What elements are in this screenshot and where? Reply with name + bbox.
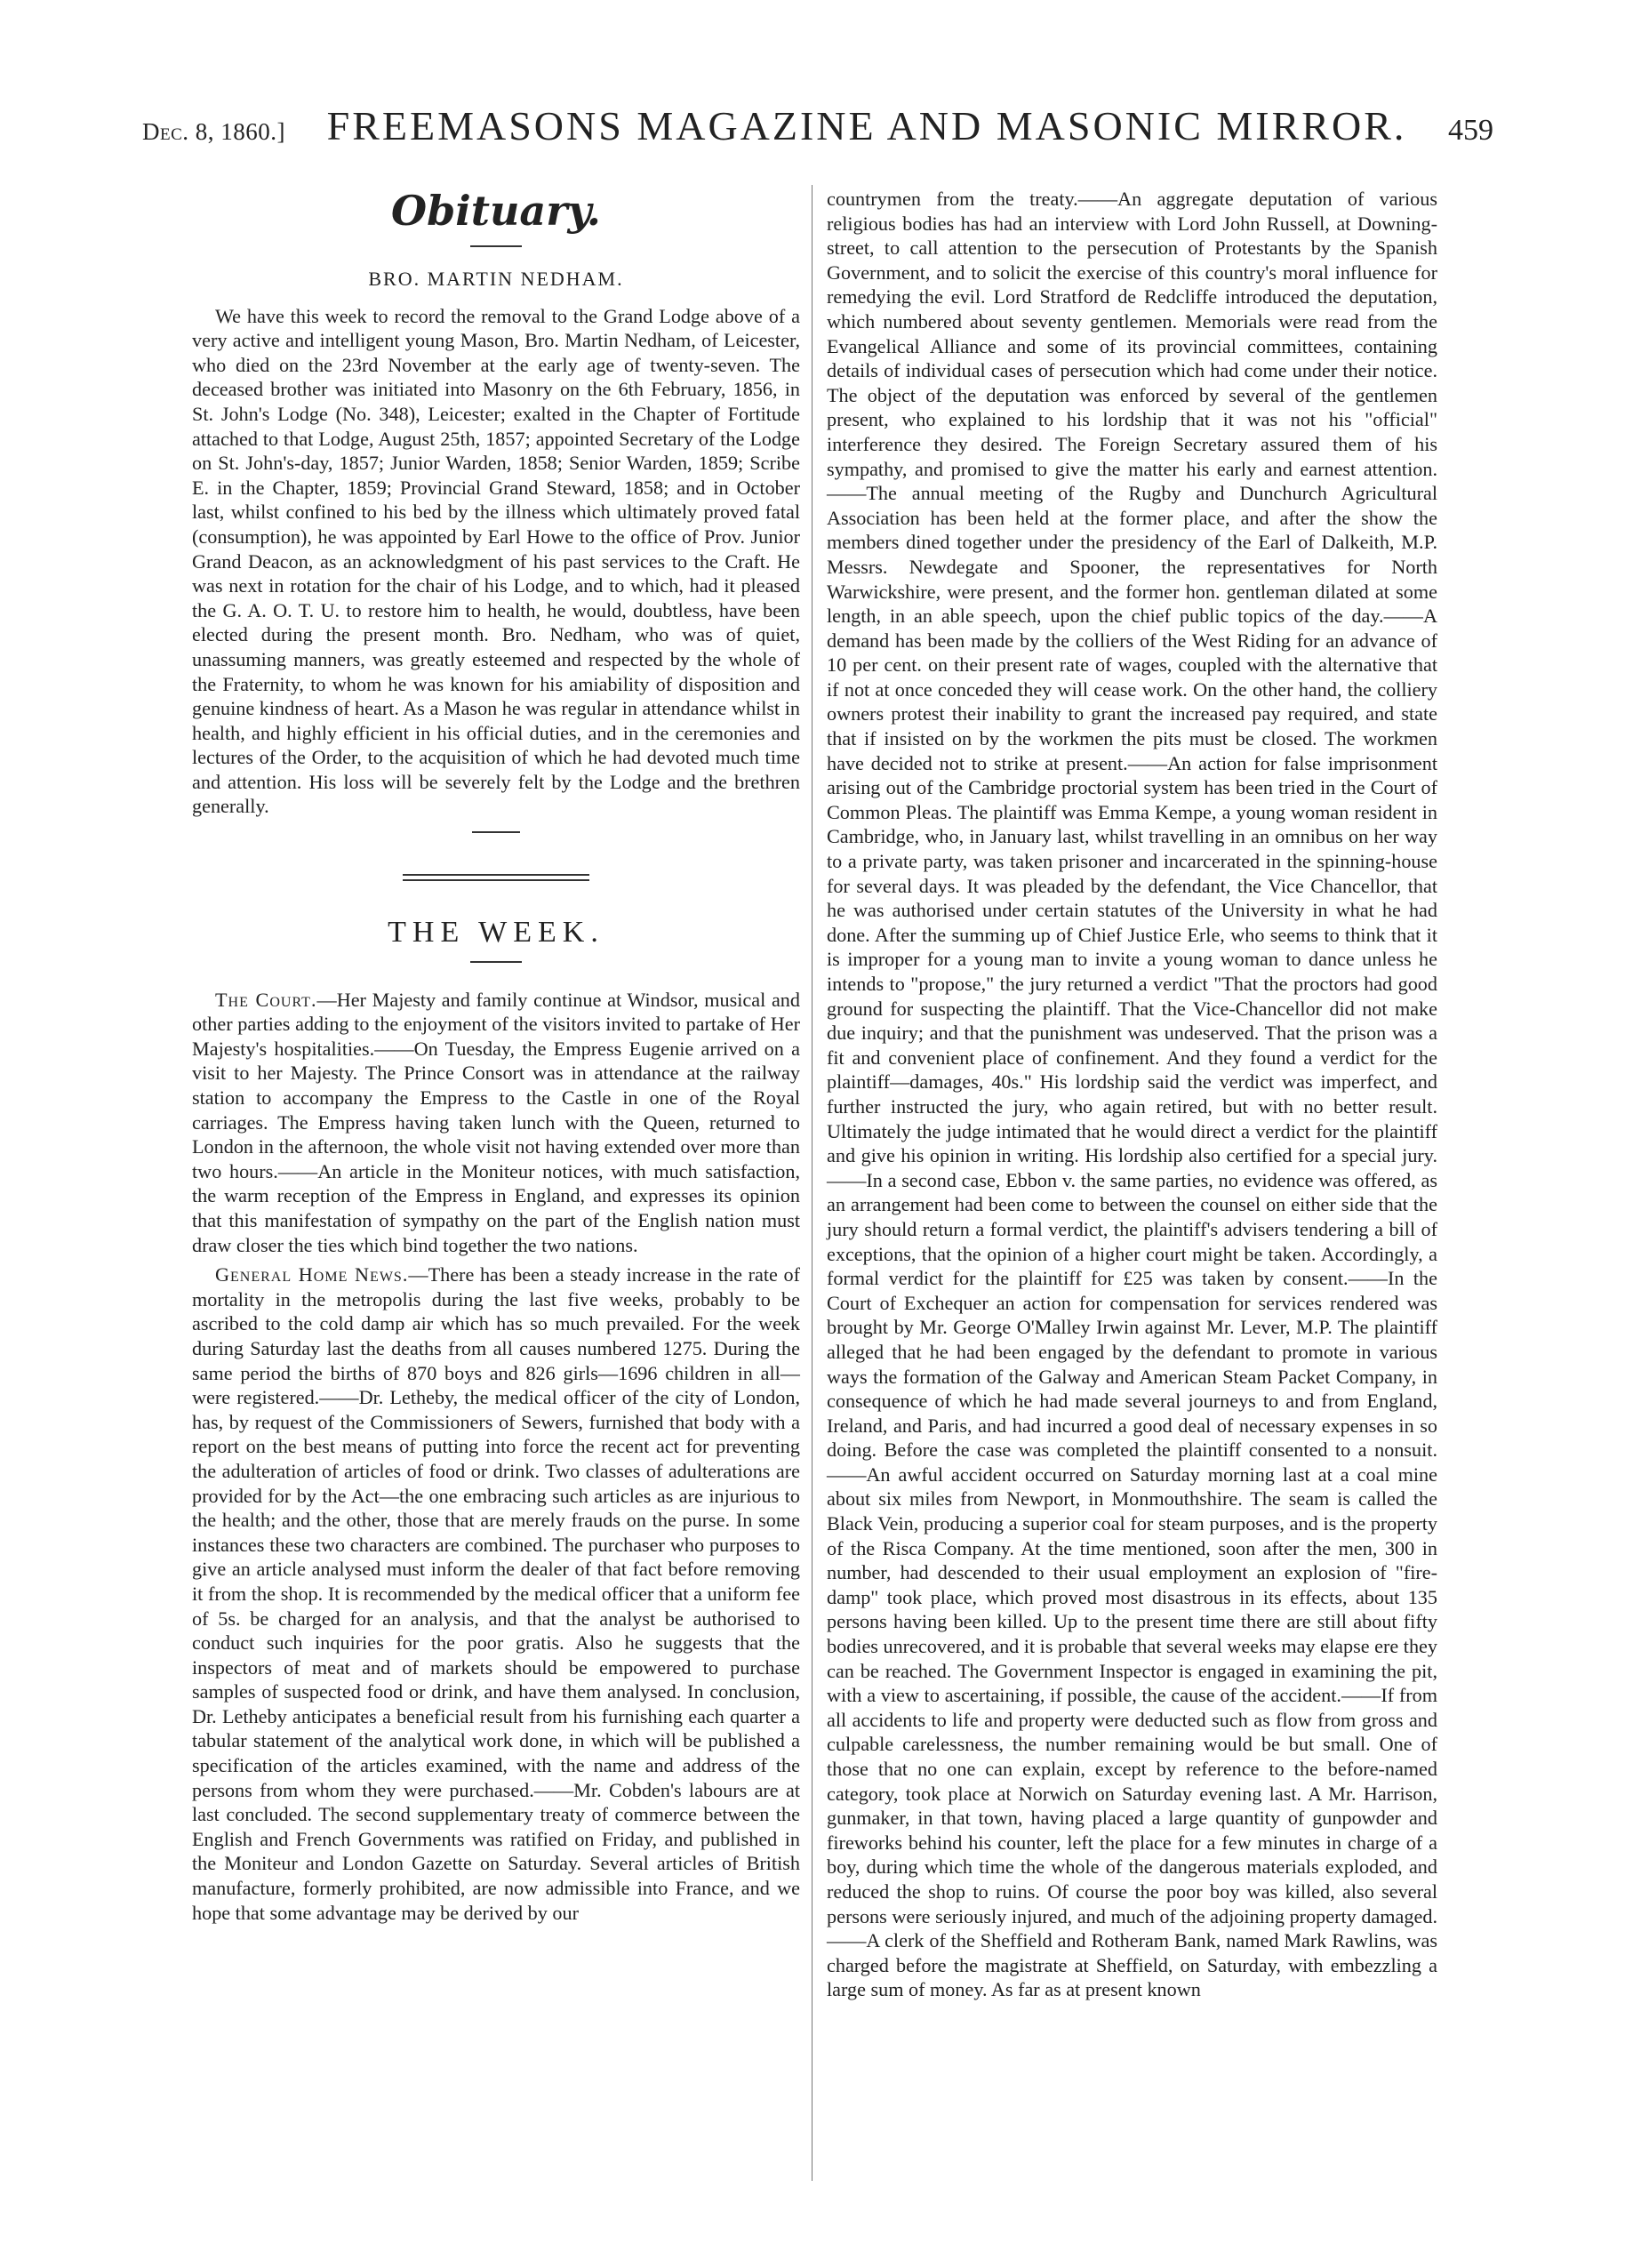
page-number: 459 xyxy=(1447,114,1493,147)
obituary-subheading: BRO. MARTIN NEDHAM. xyxy=(368,268,624,290)
home-news-text: —There has been a steady increase in the rate of mortality in the metropolis during the last five weeks, probably to be ascribed to the cold damp air which has so much prevailed. For the week during Saturday last the deaths from all causes numbered 1275. During the same period the births of 870 boys and 826 girls—1696 children in all—were registered.——Dr. Letheby, the medical officer of the city of London, has, by request of the Commissioners of Sewers, furnished that body with a report on the best means of putting into force the recent act for preventing the adulteration of articles of food or drink. Two classes of adulterations are provided for by the Act—the one embracing such articles as are injurious to the health; and the other, those that are merely frauds on the purse. In some instances these two characters are combined. The purchaser who purposes to give an article analysed must inform the dealer of that fact before removing it from the shop. It is recommended by the medical officer that a uniform fee of 5s. be charged for an analysis, and that the analyst be authorised to conduct such inquiries for the poor gratis. Also he suggests that the inspectors of meat and of markets should be empowered to purchase samples of suspected food or drink, and have them analysed. In conclusion, Dr. Letheby anticipates a beneficial result from his furnishing each quarter a tabular statement of the analytical work done, in which will be published a specification of the articles examined, with the name and address of the persons from whom they were purchased.——Mr. Cobden's labours are at last concluded. The second supplementary treaty of commerce between the English and French Governments was ratified on Friday, and published in the Moniteur and London Gazette on Saturday. Several articles of British manufacture, formerly prohibited, are now admissible into France, and we hope that some advantage may be derived by our xyxy=(192,1263,800,1924)
publication-title: FREEMASONS MAGAZINE AND MASONIC MIRROR. xyxy=(326,103,1407,148)
section-divider xyxy=(403,874,589,881)
court-paragraph xyxy=(192,988,800,1258)
section-end-rule xyxy=(472,831,520,833)
court-text: —Her Majesty and family continue at Windsor, musical and other parties adding to the enjoyment of the visitors invited to partake of Her Majesty's hospitalities.——On Tuesday, the Empress Eugenie arrived on a visit to her Majesty. The Prince Consort was in attendance at the railway station to accompany the Empress to the Castle in one of the Royal carriages. The Empress having taken lunch with the Queen, returned to London in the afternoon, the whole visit not having extended over more than two hours.——An article in the Moniteur notices, with much satisfaction, the warm reception of the Empress in England, and expresses its opinion that this manifestation of sympathy on the part of the English nation must draw closer the ties which bind together the two nations. xyxy=(192,988,800,1256)
heading-rule xyxy=(470,961,522,963)
court-lead-in: The Court. xyxy=(215,988,317,1011)
obituary-body: We have this week to record the removal to the Grand Lodge above of a very active and intelligent young Mason, Bro. Martin Nedham, of Leicester, who died on the 23rd November at the early age of twenty-seven. The deceased brother was initiated into Masonry on the 6th February, 1856, in St. John's Lodge (No. 348), Leicester; exalted in the Chapter of Fortitude attached to that Lodge, August 25th, 1857; appointed Secretary of the Lodge on St. John's-day, 1857; Junior Warden, 1858; Senior Warden, 1859; Scribe E. in the Chapter, 1859; Provincial Grand Steward, 1858; and in October last, whilst confined to his bed by the illness which ultimately proved fatal (consumption), he was appointed by Earl Howe to the office of Prov. Junior Grand Deacon, as an acknowledgment of his past services to the Craft. He was next in rotation for the chair of his Lodge, and to which, had it pleased the G. A. O. T. U. to restore him to health, he would, doubtless, have been elected during the present month. Bro. Nedham, who was of quiet, unassuming manners, was greatly esteemed and respected by the whole of the Fraternity, to whom he was known for his amiability of disposition and genuine kindness of heart. As a Mason he was regular in attendance whilst in health, and highly efficient in his official duties, and in the ceremonies and lectures of the Order, to the acquisition of which he had devoted much time and attention. His loss will be severely felt by the Lodge and the brethren generally. xyxy=(192,304,800,818)
continued-news-text: countrymen from the treaty.——An aggregate deputation of various religious bodies has had an interview with Lord John Russell, at Downing-street, to call attention to the persecution of Protestants by the Spanish Government, and to solicit the exercise of this country's moral influence for remedying the evil. Lord Stratford de Redcliffe introduced the deputation, which numbered about seventy gentlemen. Memorials were read from the Evangelical Alliance and some of its provincial committees, containing details of individual cases of persecution which had come under their notice. The object of the deputation was enforced by several of the gentlemen present, who explained to his lordship that it was not his "official" interference they desired. The Foreign Secretary assured them of his sympathy, and promised to give the matter his early and earnest attention.——The annual meeting of the Rugby and Dunchurch Agricultural Association has been held at the former place, and after the show the members dined together under the presidency of the Earl of Dalkeith, M.P. Messrs. Newdegate and Spooner, the representatives for North Warwickshire, were present, and the former hon. gentleman dilated at some length, in an able speech, upon the chief public topics of the day.——A demand has been made by the colliers of the West Riding for an advance of 10 per cent. on their present rate of wages, coupled with the alternative that if not at once conceded they will cease work. On the other hand, the colliery owners protest their inability to grant the increased pay required, and state that if insisted on by the workmen the pits must be closed. The workmen have decided not to strike at present.——An action for false imprisonment arising out of the Cambridge proctorial system has been tried in the Court of Common Pleas. The plaintiff was Emma Kempe, a young woman resident in Cambridge, who, in January last, whilst travelling in an omnibus on her way to a private party, was taken prisoner and incarcerated in the spinning-house for several days. It was pleaded by the defendant, the Vice Chancellor, that he was authorised under certain statutes of the University in what he had done. After the summing up of Chief Justice Erle, who seems to think that it is improper for a young man to invite a young woman to dance unless he intends to "propose," the jury returned a verdict "That the proctors had good ground for suspecting the plaintiff. That the Vice-Chancellor did not make due inquiry; and that the punishment was undeserved. That the prison was a fit and convenient place of confinement. And they found a verdict for the plaintiff—damages, 40s." His lordship said the verdict was imperfect, and further instructed the jury, who again retired, but with no better result. Ultimately the judge intimated that he would direct a verdict for the plaintiff and give his opinion in writing. His lordship also certified for a special jury.——In a second case, Ebbon v. the same parties, no evidence was offered, as an arrangement had been come to between the counsel on either side that the jury should return a formal verdict, the plaintiff's advisers tendering a bill of exceptions, that the opinion of a higher court might be taken. Accordingly, a formal verdict for the plaintiff for £25 was taken by consent.——In the Court of Exchequer an action for compensation for services rendered was brought by Mr. George O'Malley Irwin against Mr. Lever, M.P. The plaintiff alleged that he had been engaged by the defendant to promote in various ways the formation of the Galway and American Steam Packet Company, in consequence of which he had made several journeys to and from England, Ireland, and Paris, and had incurred a good deal of necessary expenses in so doing. Before the case was completed the plaintiff consented to a nonsuit.——An awful accident occurred on Saturday morning last at a coal mine about six miles from Newport, in Monmouthshire. The seam is called the Black Vein, producing a superior coal for steam purposes, and is the property of the Risca Company. At the time mentioned, soon after the men, 300 in number, had descended to their usual employment an explosion of "fire-damp" took place, which proved most disastrous in its effects, about 135 persons having been killed. Up to the present time there are still about fifty bodies unrecovered, and it is probable that several weeks may elapse ere they can be reached. The Government Inspector is engaged in examining the pit, with a view to ascertaining, if possible, the cause of the accident.——If from all accidents to life and property were deducted such as flow from gross and culpable carelessness, the number remaining would be but small. One of those that no one can explain, except by reference to the before-named category, took place at Norwich on Saturday evening last. A Mr. Harrison, gunmaker, in that town, having placed a large quantity of gunpowder and fireworks behind his counter, left the place for a few minutes in charge of a boy, during which time the whole of the dangerous materials exploded, and reduced the shop to ruins. Of course the poor boy was killed, also several persons were seriously injured, and much of the adjoining property damaged.——A clerk of the Sheffield and Rotheram Bank, named Mark Rawlins, was charged before the magistrate at Sheffield, on Saturday, with embezzling a large sum of money. As far as at present known xyxy=(827,188,1437,2001)
the-week-heading: THE WEEK. xyxy=(388,916,604,950)
page-header xyxy=(142,102,1493,164)
obituary-heading: Obituary. xyxy=(391,187,601,235)
left-column xyxy=(192,187,800,1925)
home-news-paragraph xyxy=(192,1262,800,1925)
issue-date: Dec. 8, 1860.] xyxy=(142,118,286,145)
home-news-lead-in: General Home News. xyxy=(215,1263,409,1286)
heading-rule xyxy=(470,245,522,247)
right-column xyxy=(827,187,1437,2002)
